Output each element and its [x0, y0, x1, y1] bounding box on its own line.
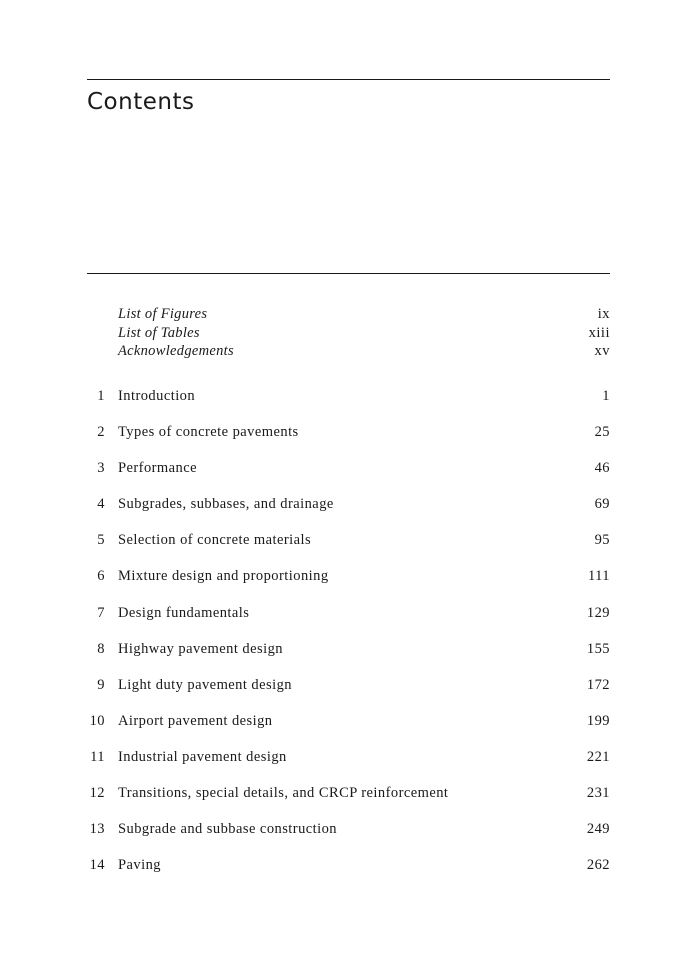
- chapter-page-number: 199: [586, 712, 610, 729]
- chapter-title: Introduction: [118, 388, 196, 404]
- chapter-page-number: 262: [586, 857, 610, 874]
- chapter-page-number: 95: [594, 532, 610, 549]
- chapter-title: Selection of concrete materials: [118, 532, 312, 549]
- chapter-number: 5: [97, 532, 105, 549]
- chapter-title: Performance: [118, 460, 198, 477]
- entry-page-number: ix: [597, 306, 610, 322]
- chapter-title: Paving: [118, 857, 161, 874]
- chapter-title: Highway pavement design: [118, 640, 283, 657]
- chapter-number: 11: [90, 748, 105, 765]
- chapter-number: 4: [97, 496, 105, 513]
- entry-title: List of Figures: [118, 306, 208, 322]
- chapter-entry[interactable]: [87, 568, 610, 604]
- chapter-number: 14: [89, 857, 105, 874]
- entry-title: List of Tables: [118, 324, 200, 341]
- chapter-entry[interactable]: [87, 496, 610, 532]
- chapter-entry[interactable]: [87, 388, 610, 424]
- chapter-number: 12: [89, 785, 105, 802]
- chapter-entry[interactable]: [87, 713, 610, 749]
- chapter-entry[interactable]: [87, 605, 610, 641]
- chapter-title: Mixture design and proportioning: [118, 568, 329, 585]
- chapter-entry[interactable]: [87, 821, 610, 857]
- entry-page-number: xv: [594, 343, 610, 359]
- chapter-title: Subgrades, subbases, and drainage: [118, 496, 334, 513]
- chapter-title: Airport pavement design: [118, 712, 273, 729]
- chapter-number: 6: [97, 568, 105, 585]
- chapter-entry[interactable]: [87, 857, 610, 893]
- chapter-page-number: 221: [586, 748, 610, 765]
- top-rule: [87, 79, 610, 80]
- chapter-number: 7: [97, 604, 105, 621]
- chapter-list: [87, 388, 610, 893]
- chapter-page-number: 1: [602, 388, 610, 404]
- chapter-number: 10: [89, 712, 105, 729]
- chapter-title: Design fundamentals: [118, 604, 250, 621]
- chapter-number: 1: [97, 388, 105, 404]
- chapter-page-number: 172: [586, 676, 610, 693]
- chapter-title: Subgrade and subbase construction: [118, 821, 338, 838]
- chapter-page-number: 46: [594, 460, 610, 477]
- front-matter-entry[interactable]: [87, 343, 610, 362]
- page-title: Contents: [87, 89, 195, 115]
- chapter-number: 3: [97, 460, 105, 477]
- front-matter-entry[interactable]: [87, 325, 610, 344]
- front-matter-list: [87, 306, 610, 362]
- chapter-entry[interactable]: [87, 785, 610, 821]
- chapter-title: Types of concrete pavements: [118, 424, 299, 441]
- chapter-page-number: 69: [594, 496, 610, 513]
- chapter-page-number: 249: [586, 821, 610, 838]
- chapter-entry[interactable]: [87, 460, 610, 496]
- chapter-number: 13: [89, 821, 105, 838]
- chapter-number: 2: [97, 424, 105, 441]
- chapter-entry[interactable]: [87, 641, 610, 677]
- chapter-page-number: 231: [586, 785, 610, 802]
- front-matter-entry[interactable]: [87, 306, 610, 325]
- entry-page-number: xiii: [588, 324, 610, 341]
- section-rule: [87, 273, 610, 274]
- chapter-page-number: 155: [586, 640, 610, 657]
- chapter-page-number: 25: [594, 424, 610, 441]
- chapter-page-number: 129: [586, 604, 610, 621]
- entry-title: Acknowledgements: [118, 343, 234, 359]
- chapter-entry[interactable]: [87, 532, 610, 568]
- chapter-number: 8: [97, 640, 105, 657]
- chapter-number: 9: [97, 676, 105, 693]
- chapter-title: Industrial pavement design: [118, 748, 287, 765]
- chapter-entry[interactable]: [87, 424, 610, 460]
- chapter-title: Light duty pavement design: [118, 676, 292, 693]
- chapter-entry[interactable]: [87, 749, 610, 785]
- chapter-entry[interactable]: [87, 677, 610, 713]
- chapter-page-number: 111: [587, 568, 610, 585]
- chapter-title: Transitions, special details, and CRCP reinforcement: [118, 785, 449, 802]
